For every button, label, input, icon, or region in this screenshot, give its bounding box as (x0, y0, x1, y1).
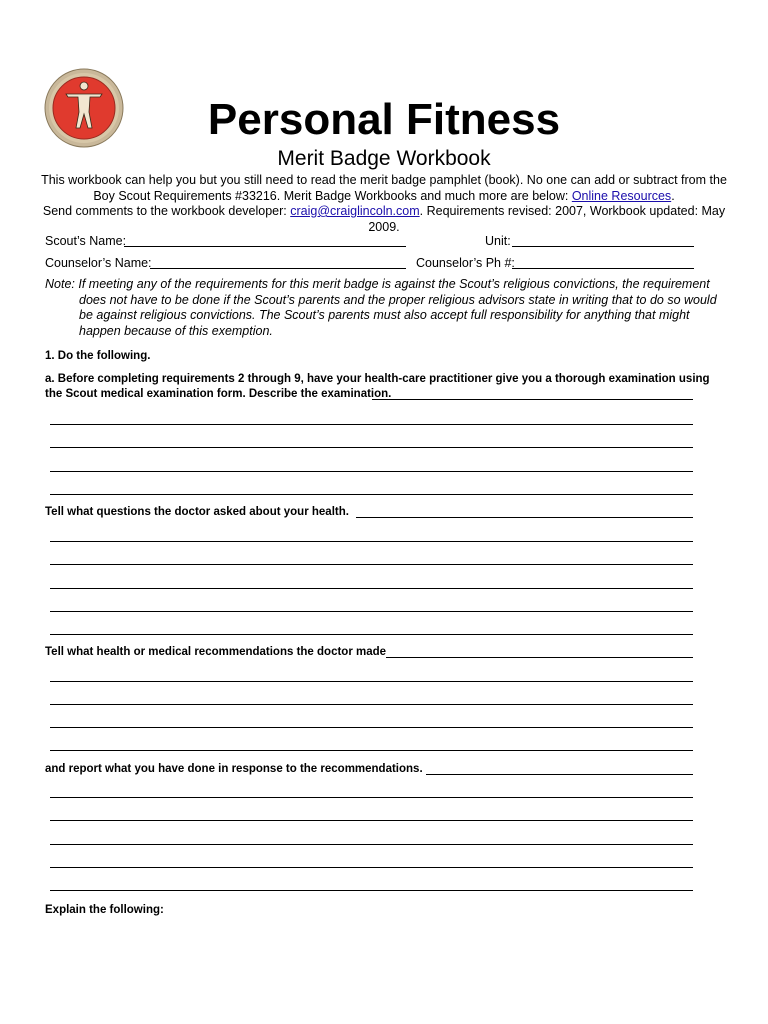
question-doctor-recommendations: Tell what health or medical recommendations the doctor made (45, 646, 387, 658)
question-doctor-questions: Tell what questions the doctor asked about your health. (45, 506, 349, 518)
answer-line[interactable] (50, 890, 693, 891)
explain-heading: Explain the following: (45, 904, 164, 916)
answer-line[interactable] (50, 424, 693, 425)
requirement-1a-label: a. Before completing requirements 2 through 9, have your health-care practitioner give you a thorough examination using the Scout medical examination form. Describe the examination. (45, 373, 710, 400)
requirement-1-heading: 1. Do the following. (45, 350, 151, 362)
answer-line[interactable] (50, 681, 693, 682)
intro-paragraph (38, 173, 730, 235)
page-title: Personal Fitness (207, 95, 561, 144)
answer-line[interactable] (50, 471, 693, 472)
answer-line[interactable] (50, 727, 693, 728)
page-subtitle: Merit Badge Workbook (277, 147, 491, 170)
religious-exemption-note (45, 277, 725, 339)
requirement-1a-text (45, 372, 725, 402)
intro-text: This workbook can help you but you still need to read the merit badge pamphlet (book). No one can add or subtract from the Boy Scout Requirements #33216. Merit Badge Workbooks and much more are below: (41, 173, 727, 203)
counselor-phone-field[interactable] (512, 268, 694, 269)
answer-line[interactable] (50, 564, 693, 565)
counselor-name-field[interactable] (150, 268, 406, 269)
answer-line[interactable] (50, 541, 693, 542)
answer-line[interactable] (50, 588, 693, 589)
intro-period: . (671, 188, 675, 203)
answer-line[interactable] (50, 447, 693, 448)
scout-name-label: Scout’s Name: (45, 234, 127, 248)
counselor-phone-label: Counselor’s Ph #: (416, 256, 515, 270)
answer-line[interactable] (50, 704, 693, 705)
answer-line[interactable] (50, 494, 693, 495)
answer-line[interactable] (50, 634, 693, 635)
answer-line[interactable] (50, 750, 693, 751)
question-report-response: and report what you have done in response to the recommendations. (45, 763, 423, 775)
answer-line[interactable] (356, 517, 693, 518)
note-text: If meeting any of the requirements for this merit badge is against the Scout’s religious convictions, the requirement does not have to be done if the Scout’s parents and the proper religious advisors state in writing that to do so would be against religious convictions. The Scout’s parents must also accept full responsibility for anything that might happen because of this exemption. (78, 277, 717, 338)
unit-field[interactable] (512, 246, 694, 247)
answer-line[interactable] (386, 657, 693, 658)
online-resources-link[interactable]: Online Resources (571, 188, 672, 203)
unit-label: Unit: (485, 234, 511, 248)
scout-name-field[interactable] (124, 246, 406, 247)
answer-line[interactable] (50, 820, 693, 821)
answer-line[interactable] (372, 399, 693, 400)
answer-line[interactable] (50, 611, 693, 612)
answer-line[interactable] (50, 797, 693, 798)
revision-text: . Requirements revised: 2007, Workbook updated: May 2009. (368, 204, 726, 234)
developer-email-link[interactable]: craig@craiglincoln.com (290, 204, 420, 218)
comments-text: Send comments to the workbook developer: (42, 204, 287, 218)
note-prefix: Note: (45, 277, 75, 291)
answer-line[interactable] (426, 774, 693, 775)
answer-line[interactable] (50, 844, 693, 845)
counselor-name-label: Counselor’s Name: (45, 256, 152, 270)
answer-line[interactable] (50, 867, 693, 868)
